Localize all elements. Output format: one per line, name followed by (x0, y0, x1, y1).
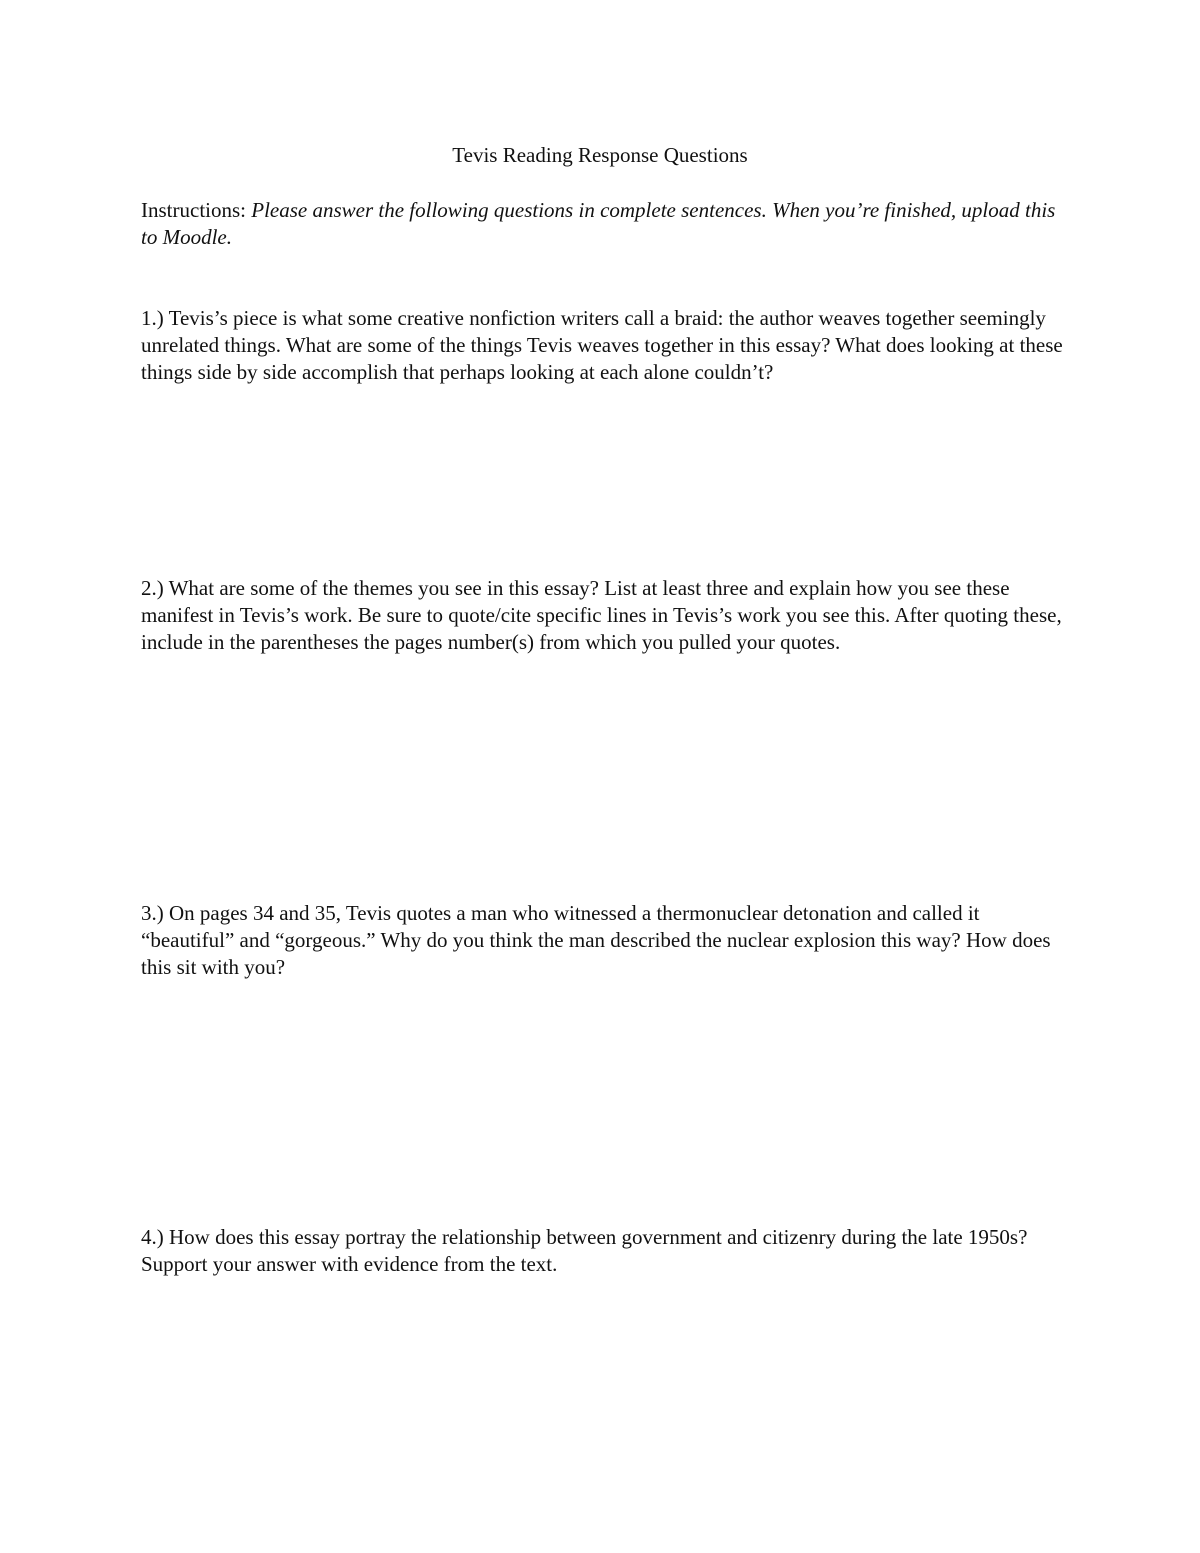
question-1: 1.) Tevis’s piece is what some creative nonfiction writers call a braid: the author weaves together seemingly unrelated things. What are some of the things Tevis weaves together in this essay? What does looking at these things side by side accomplish that perhaps looking at each alone couldn’t? (141, 306, 1063, 384)
instructions-text: Please answer the following questions in complete sentences. When you’re finished, upload this to Moodle. (141, 198, 1056, 249)
question-4: 4.) How does this essay portray the relationship between government and citizenry during the late 1950s? Support your answer with evidence from the text. (141, 1225, 1028, 1276)
question-3: 3.) On pages 34 and 35, Tevis quotes a man who witnessed a thermonuclear detonation and called it “beautiful” and “gorgeous.” Why do you think the man described the nuclear explosion this way? How does this sit with you? (141, 901, 1051, 979)
instructions-label: Instructions: (141, 198, 252, 222)
question-2: 2.) What are some of the themes you see in this essay? List at least three and explain how you see these manifest in Tevis’s work. Be sure to quote/cite specific lines in Tevis’s work you see this. After quoting these, include in the parentheses the pages number(s) from which you pulled your quotes. (141, 576, 1062, 654)
document-title: Tevis Reading Response Questions (452, 143, 748, 167)
instructions (141, 197, 1071, 251)
